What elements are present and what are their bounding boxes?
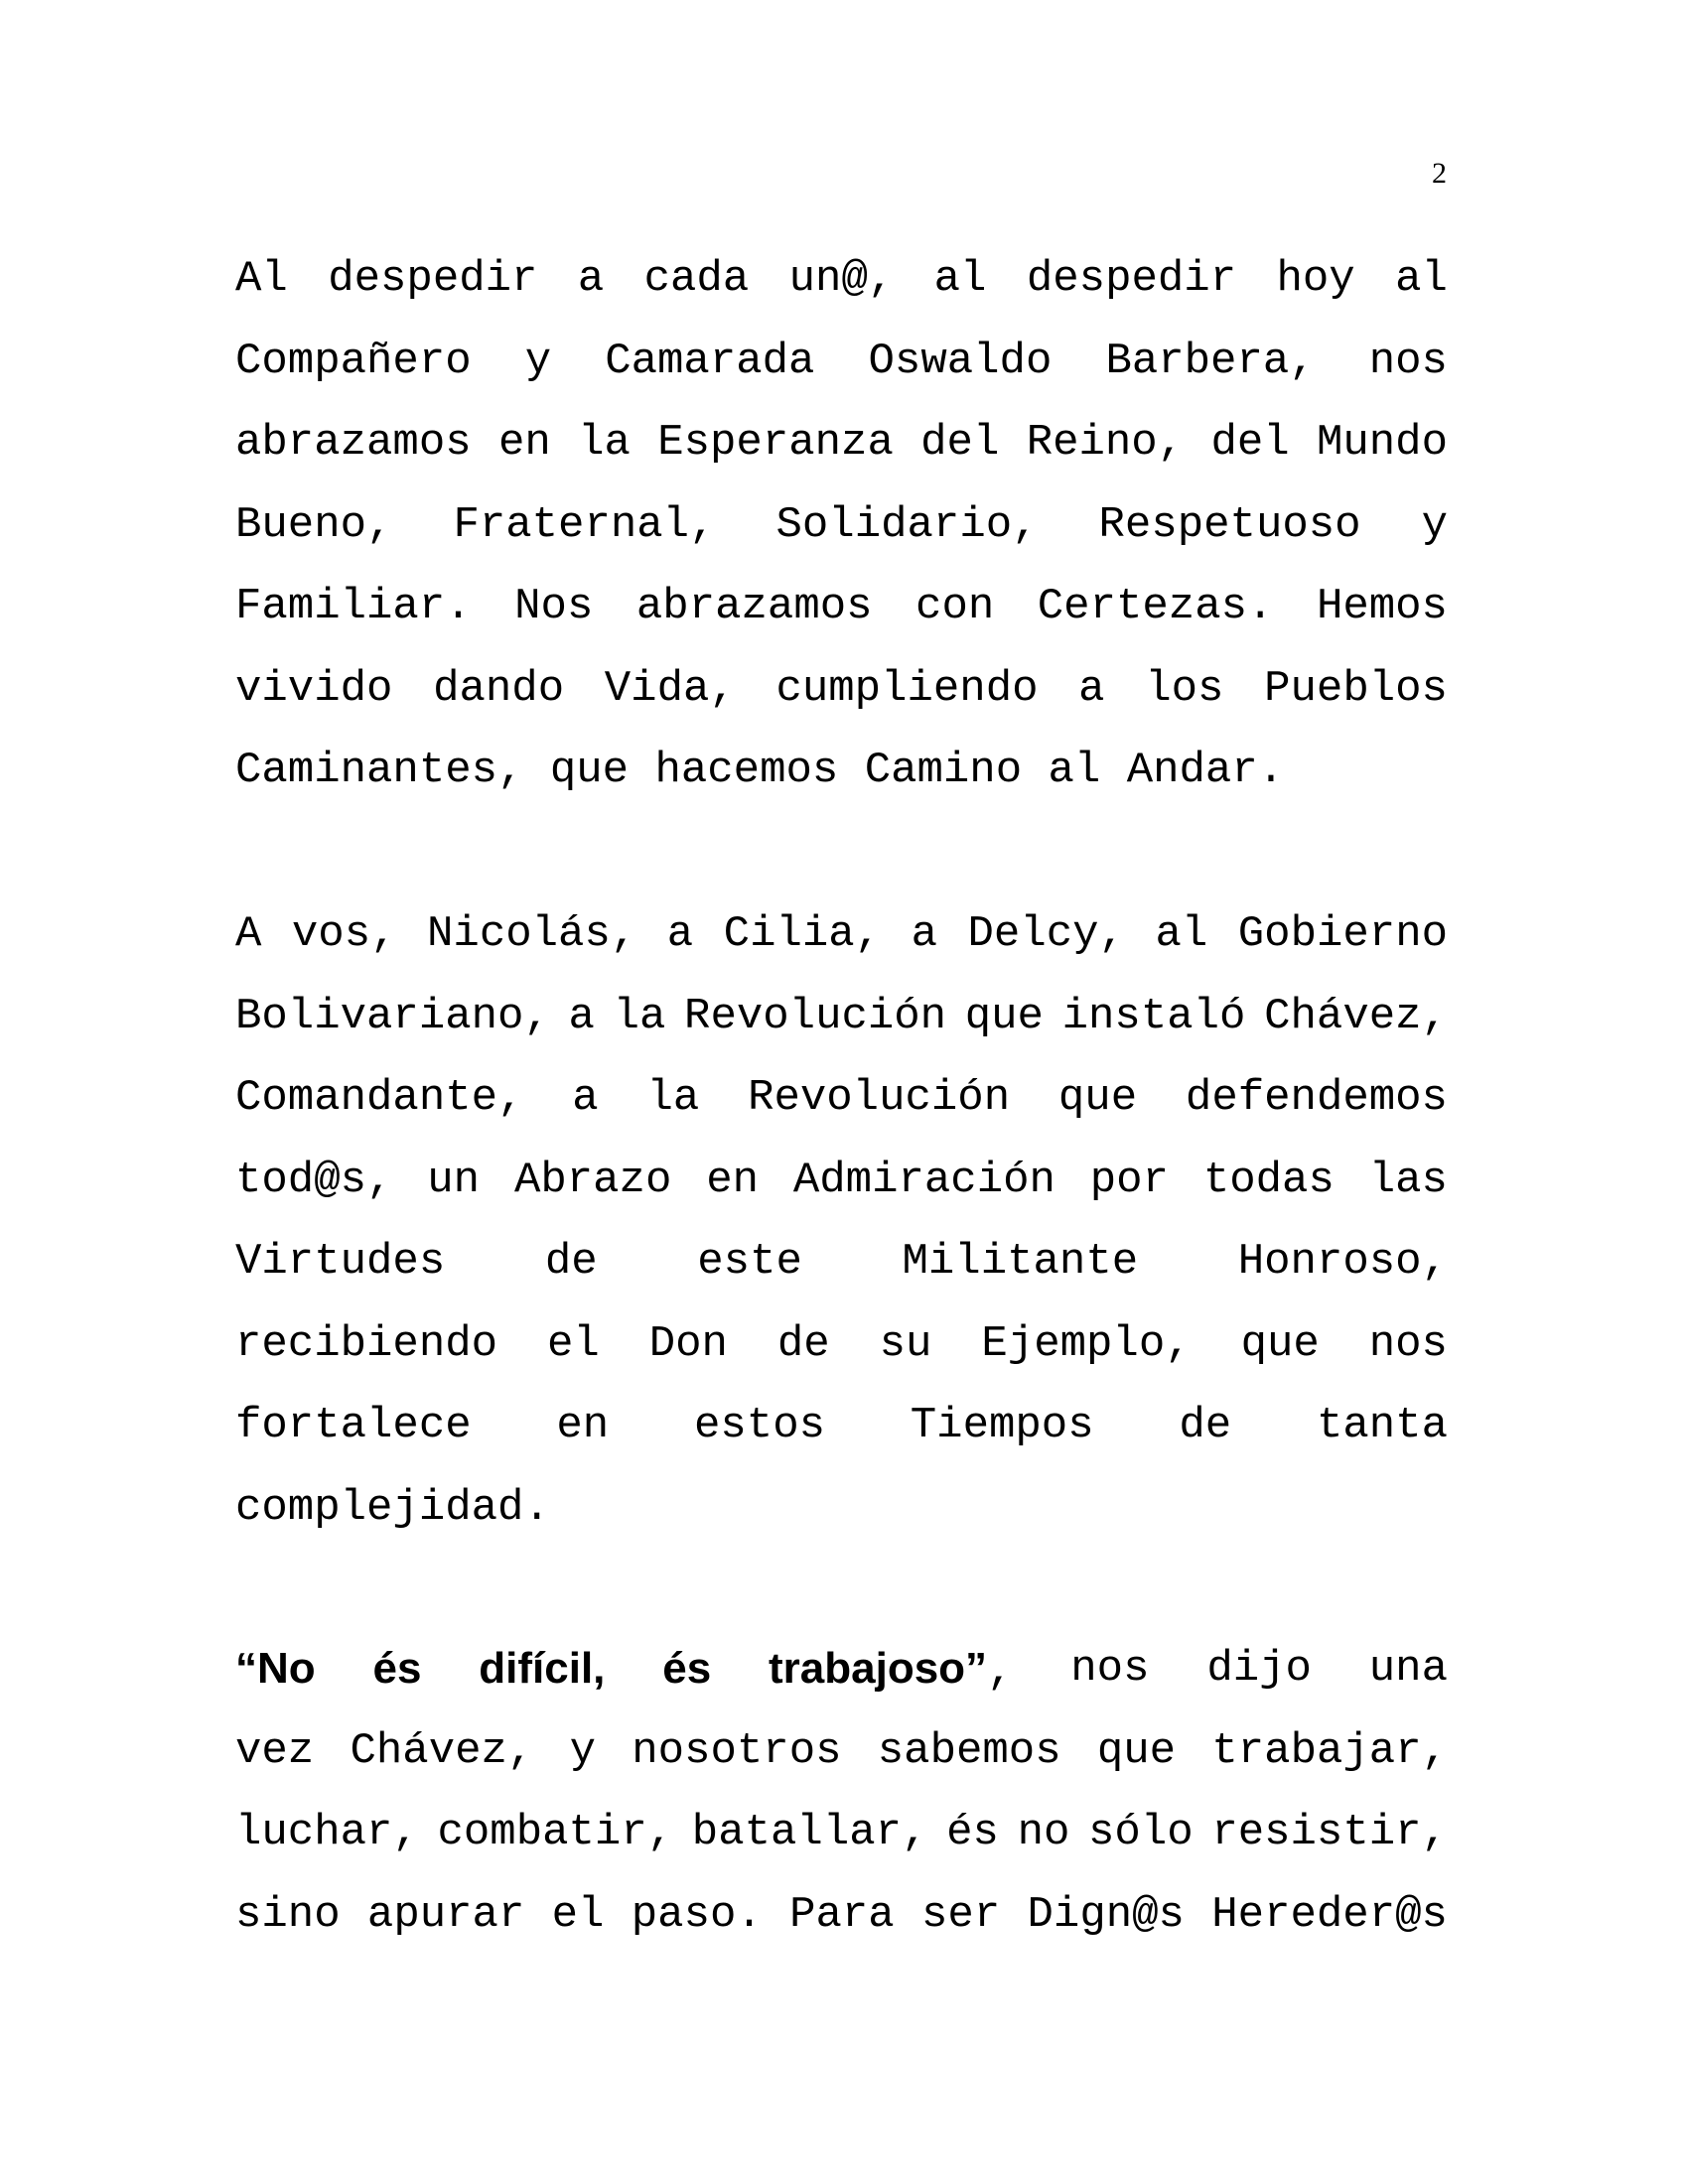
word: y <box>1421 499 1448 550</box>
word: apurar <box>366 1889 525 1940</box>
word: de <box>776 1318 830 1369</box>
word: cumpliendo <box>775 663 1039 714</box>
word: Caminantes, <box>235 746 524 795</box>
word: al <box>1155 909 1208 959</box>
word: la <box>578 418 631 468</box>
text-line <box>235 1303 1448 1386</box>
word: nos <box>1368 1318 1448 1369</box>
word: Honroso, <box>1237 1237 1448 1287</box>
text-line <box>235 1792 1448 1874</box>
word: que <box>549 746 630 795</box>
word: que <box>1240 1318 1320 1369</box>
text-line <box>235 648 1448 731</box>
word: en <box>556 1401 610 1450</box>
word: las <box>1368 1155 1448 1205</box>
word: una <box>1368 1644 1448 1694</box>
quote-word: difícil, <box>479 1644 606 1693</box>
word: Reino, <box>1026 418 1185 468</box>
word: Mundo <box>1316 418 1448 468</box>
word: Abrazo <box>513 1155 672 1205</box>
word: Bueno, <box>235 499 393 550</box>
word: abrazamos <box>635 582 873 631</box>
word: Andar. <box>1126 746 1285 795</box>
word: ser <box>921 1889 1001 1940</box>
word: los <box>1145 663 1224 714</box>
word: en <box>497 418 551 468</box>
word: Solidario, <box>775 499 1039 550</box>
word: recibiendo <box>235 1318 498 1369</box>
word: a <box>1078 663 1105 714</box>
word: Tiempos <box>910 1401 1094 1450</box>
word: Hemos <box>1316 582 1448 631</box>
word: y <box>569 1725 596 1776</box>
word: Gobierno <box>1237 909 1448 959</box>
word: su <box>879 1318 932 1369</box>
text-line <box>235 1221 1448 1303</box>
word: y <box>524 336 552 386</box>
text-line <box>235 1710 1448 1793</box>
text-line <box>235 1467 1448 1550</box>
word: despedir <box>1026 254 1237 304</box>
text-line <box>235 976 1448 1058</box>
word: Compañero <box>235 336 472 386</box>
word: un <box>427 1155 481 1205</box>
word: al <box>933 254 987 304</box>
word: Barbera, <box>1105 336 1316 386</box>
word: Revolución <box>684 991 947 1041</box>
word: Hereder@s <box>1211 1889 1448 1940</box>
word: a <box>568 991 595 1041</box>
word: vez <box>235 1725 315 1776</box>
word: de <box>544 1237 598 1287</box>
paragraph-3 <box>235 1628 1448 1956</box>
word: Pueblos <box>1264 663 1448 714</box>
word: A <box>235 909 262 959</box>
word: Don <box>648 1318 728 1369</box>
word: tod@s, <box>235 1155 393 1205</box>
word: un@, <box>788 254 895 304</box>
word: no <box>1017 1808 1070 1857</box>
word: la <box>646 1073 700 1123</box>
text-line <box>235 1057 1448 1140</box>
text-line <box>235 1385 1448 1467</box>
word: batallar, <box>691 1808 928 1857</box>
word: tanta <box>1316 1401 1448 1450</box>
word: dijo <box>1206 1644 1312 1694</box>
word: fortalece <box>235 1401 472 1450</box>
word: Virtudes <box>235 1237 446 1287</box>
word: hoy <box>1276 254 1355 304</box>
word: Cilia, <box>723 909 882 959</box>
paragraph-1 <box>235 238 1448 812</box>
word: nosotros <box>632 1725 842 1776</box>
word: nos <box>1368 336 1448 386</box>
quote-word: “No <box>235 1644 316 1693</box>
word: Admiración <box>792 1155 1055 1205</box>
word: que <box>1057 1073 1138 1123</box>
word: Chávez, <box>350 1725 534 1776</box>
word: cada <box>643 254 750 304</box>
word: que <box>1096 1725 1177 1776</box>
word: a <box>572 1073 599 1123</box>
punctuation: , <box>987 1647 1014 1697</box>
word: a <box>577 254 605 304</box>
word: despedir <box>328 254 538 304</box>
paragraph-2 <box>235 893 1448 1549</box>
word: complejidad. <box>235 1482 550 1533</box>
word: en <box>706 1155 760 1205</box>
word: la <box>613 991 666 1041</box>
word: vos, <box>291 909 397 959</box>
word: el <box>551 1889 605 1940</box>
word: Camino <box>864 746 1023 795</box>
text-line <box>235 1628 1448 1710</box>
word: el <box>546 1318 600 1369</box>
text-line <box>235 238 1448 321</box>
quote-word-group <box>769 1628 1013 1710</box>
word: Revolución <box>748 1073 1011 1123</box>
word: Militante <box>902 1237 1139 1287</box>
word: dando <box>433 663 565 714</box>
word: estos <box>693 1401 826 1450</box>
word: Ejemplo, <box>981 1318 1192 1369</box>
text-line <box>235 1874 1448 1957</box>
word: vivido <box>235 663 393 714</box>
word: que <box>964 991 1044 1041</box>
word: combatir, <box>437 1808 674 1857</box>
text-line <box>235 321 1448 403</box>
word: Nos <box>514 582 594 631</box>
word: trabajar, <box>1211 1725 1448 1776</box>
word: al <box>1048 746 1101 795</box>
quote-word: és <box>372 1644 422 1693</box>
word: con <box>915 582 995 631</box>
quote-word: és <box>662 1644 712 1693</box>
word: Dign@s <box>1027 1889 1185 1940</box>
word: abrazamos <box>235 418 472 468</box>
word: este <box>697 1237 802 1287</box>
word: del <box>920 418 1000 468</box>
word: instaló <box>1061 991 1246 1041</box>
word: luchar, <box>235 1808 419 1857</box>
word: Familiar. <box>235 582 472 631</box>
word: Al <box>235 254 288 304</box>
page-number: 2 <box>1432 157 1447 190</box>
word: al <box>1395 254 1448 304</box>
word: Oswaldo <box>868 336 1053 386</box>
word: Nicolás, <box>427 909 637 959</box>
word: de <box>1179 1401 1232 1450</box>
word: defendemos <box>1185 1073 1448 1123</box>
word: Esperanza <box>657 418 894 468</box>
word: Respetuoso <box>1098 499 1361 550</box>
word: paso. <box>631 1889 763 1940</box>
text-line <box>235 1140 1448 1222</box>
word: Bolivariano, <box>235 991 550 1041</box>
word: Camarada <box>605 336 815 386</box>
word: és <box>946 1808 999 1857</box>
word: Delcy, <box>967 909 1125 959</box>
text-line <box>235 730 1448 812</box>
word: resistir, <box>1211 1808 1448 1857</box>
text-line <box>235 893 1448 976</box>
word: todas <box>1202 1155 1335 1205</box>
word: sino <box>235 1889 341 1940</box>
quote-word: trabajoso” <box>769 1644 988 1693</box>
word: Chávez, <box>1264 991 1448 1041</box>
word: a <box>666 909 694 959</box>
word: a <box>911 909 938 959</box>
word: Vida, <box>604 663 736 714</box>
word: Comandante, <box>235 1073 524 1123</box>
text-line <box>235 484 1448 567</box>
text-line <box>235 402 1448 484</box>
word: del <box>1210 418 1290 468</box>
text-line <box>235 566 1448 648</box>
word: sabemos <box>877 1725 1061 1776</box>
word: sólo <box>1088 1808 1194 1857</box>
word: hacemos <box>654 746 839 795</box>
word: por <box>1089 1155 1169 1205</box>
word: Para <box>789 1889 895 1940</box>
word: Certezas. <box>1037 582 1274 631</box>
word: nos <box>1070 1644 1150 1694</box>
word: Fraternal, <box>453 499 716 550</box>
